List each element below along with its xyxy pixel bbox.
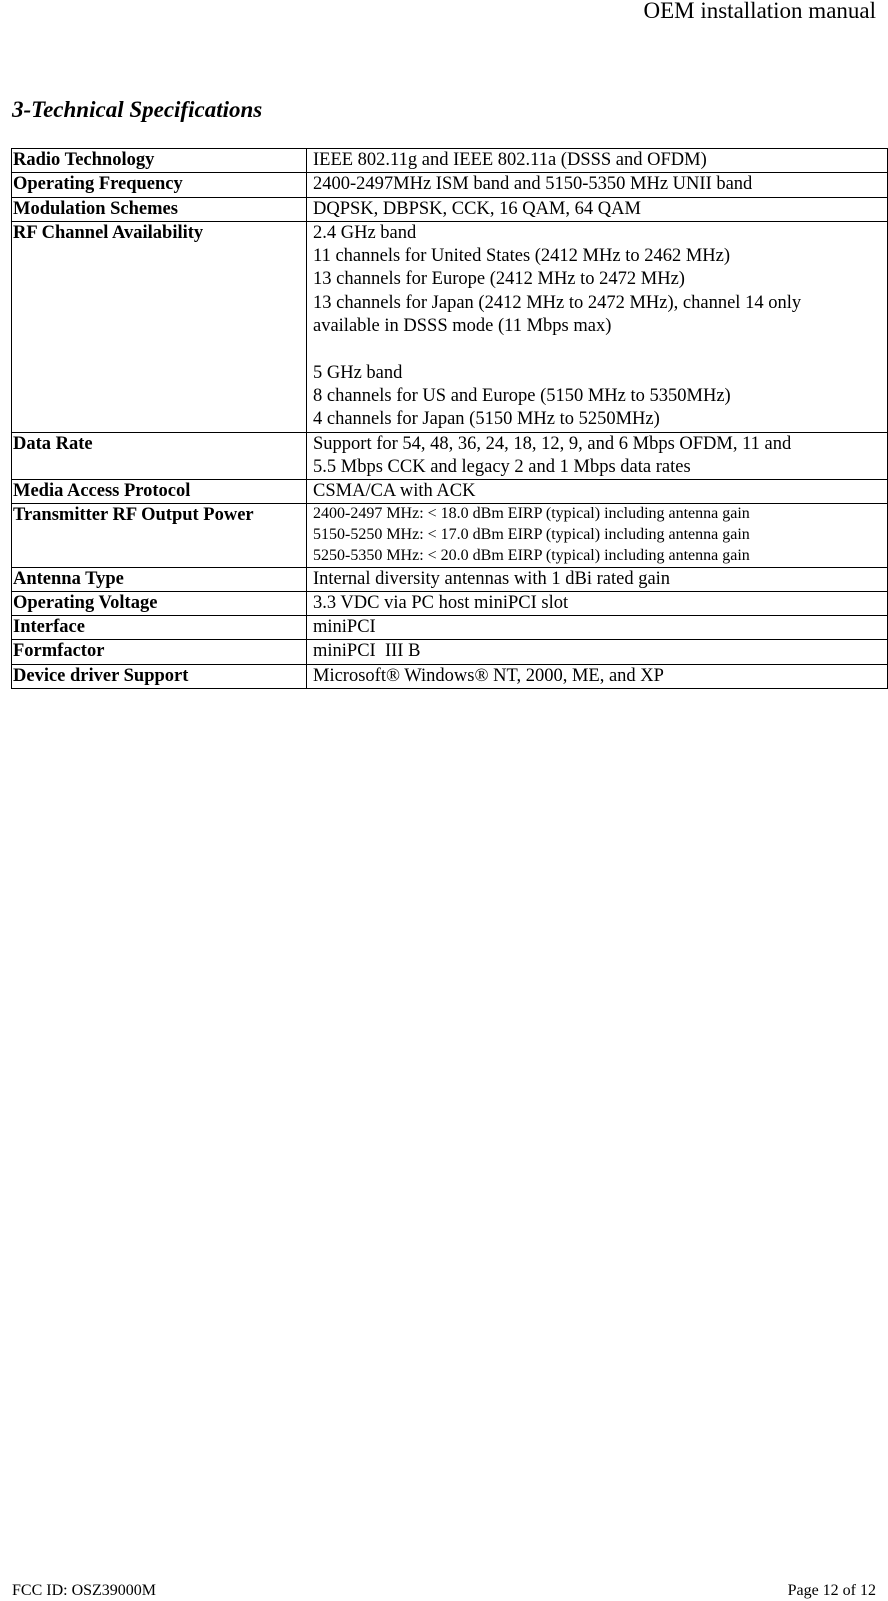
- spec-value-text: IEEE 802.11g and IEEE 802.11a (DSSS and OFDM): [313, 150, 707, 170]
- spec-row-formfactor: [12, 640, 888, 664]
- spec-label: Antenna Type: [12, 567, 307, 591]
- spec-label: RF Channel Availability: [12, 221, 307, 432]
- spec-row-interface: [12, 616, 888, 640]
- spec-label: Formfactor: [12, 640, 307, 664]
- spec-value: [307, 567, 888, 591]
- spec-value: [307, 173, 888, 197]
- spec-label: Modulation Schemes: [12, 197, 307, 221]
- spec-label: Transmitter RF Output Power: [12, 504, 307, 567]
- spec-row-modulation-schemes: [12, 197, 888, 221]
- spec-label: Operating Frequency: [12, 173, 307, 197]
- spec-value-line: 11 channels for United States (2412 MHz to 2462 MHz): [313, 246, 731, 267]
- spec-value-text: 3.3 VDC via PC host miniPCI slot: [313, 592, 569, 613]
- spec-value: [307, 591, 888, 615]
- spec-value-line: available in DSSS mode (11 Mbps max): [313, 316, 612, 337]
- spec-value: [307, 221, 888, 432]
- spec-row-antenna-type: [12, 567, 888, 591]
- spec-label: Device driver Support: [12, 664, 307, 688]
- spec-label: Media Access Protocol: [12, 480, 307, 504]
- spec-value-text: Internal diversity antennas with 1 dBi rated gain: [313, 568, 671, 589]
- footer-page-number: Page 12 of 12: [787, 1582, 876, 1599]
- spec-value-line: 8 channels for US and Europe (5150 MHz to 5350MHz): [313, 385, 731, 406]
- spec-label: Operating Voltage: [12, 591, 307, 615]
- spec-value: [307, 640, 888, 664]
- spec-row-radio-technology: [12, 149, 888, 173]
- spec-value-line: 5250-5350 MHz: < 20.0 dBm EIRP (typical) including antenna gain: [313, 546, 750, 564]
- spec-value-text: DQPSK, DBPSK, CCK, 16 QAM, 64 QAM: [313, 198, 641, 219]
- spec-value-line: Support for 54, 48, 36, 24, 18, 12, 9, and 6 Mbps OFDM, 11 and: [313, 433, 792, 454]
- technical-specifications-table: [11, 148, 888, 689]
- spec-value: [307, 432, 888, 480]
- section-title: 3-Technical Specifications: [12, 97, 263, 122]
- spec-value-text: miniPCI: [313, 617, 376, 638]
- spec-value-line: 5 GHz band: [313, 362, 403, 383]
- document-header-title: OEM installation manual: [643, 0, 876, 23]
- spec-value: [307, 616, 888, 640]
- spec-row-device-driver-support: [12, 664, 888, 688]
- spec-value-text: CSMA/CA with ACK: [313, 481, 476, 502]
- spec-value-text: 2400-2497MHz ISM band and 5150-5350 MHz UNII band: [313, 174, 753, 195]
- spec-value-line: 2.4 GHz band: [313, 222, 417, 243]
- footer-fcc-id: FCC ID: OSZ39000M: [12, 1582, 157, 1599]
- spec-value: [307, 197, 888, 221]
- spec-value-text: Microsoft® Windows® NT, 2000, ME, and XP: [313, 665, 664, 686]
- spec-label: Data Rate: [12, 432, 307, 480]
- spec-row-rf-channel-availability: [12, 221, 888, 432]
- spec-label: Interface: [12, 616, 307, 640]
- spec-row-data-rate: [12, 432, 888, 480]
- spec-value-line: 13 channels for Japan (2412 MHz to 2472 MHz), channel 14 only: [313, 292, 802, 313]
- spec-value-line: 2400-2497 MHz: < 18.0 dBm EIRP (typical) including antenna gain: [313, 505, 750, 523]
- spec-value-line: 5.5 Mbps CCK and legacy 2 and 1 Mbps data rates: [313, 456, 691, 477]
- spec-value-line: 5150-5250 MHz: < 17.0 dBm EIRP (typical) including antenna gain: [313, 526, 750, 544]
- spec-value: [307, 504, 888, 567]
- spec-row-operating-frequency: [12, 173, 888, 197]
- spec-value: [307, 149, 888, 173]
- spec-value-line: 4 channels for Japan (5150 MHz to 5250MHz): [313, 409, 660, 430]
- spec-value-line: 13 channels for Europe (2412 MHz to 2472 MHz): [313, 269, 685, 290]
- spec-value: [307, 664, 888, 688]
- spec-row-media-access-protocol: [12, 480, 888, 504]
- spec-label: Radio Technology: [12, 149, 307, 173]
- spec-value-spacer: [313, 338, 887, 361]
- spec-value: [307, 480, 888, 504]
- spec-row-operating-voltage: [12, 591, 888, 615]
- spec-value-text: miniPCI III B: [313, 641, 421, 662]
- spec-row-transmitter-rf-output-power: [12, 504, 888, 567]
